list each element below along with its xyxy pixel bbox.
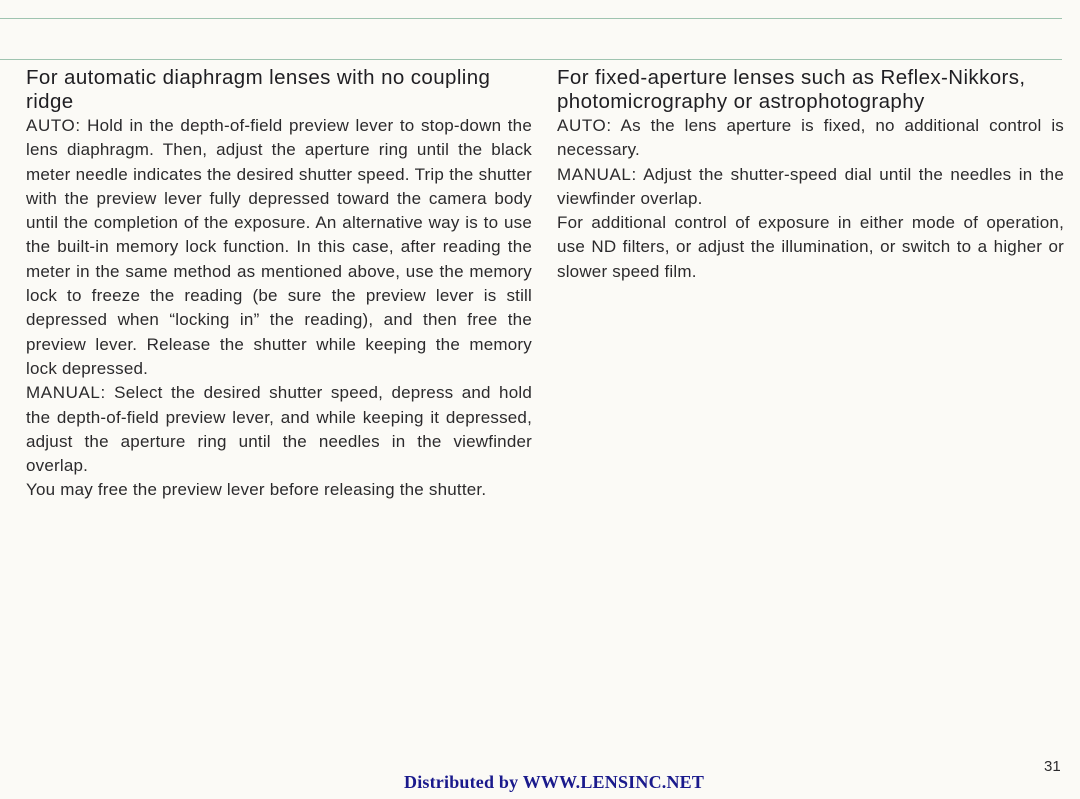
manual-lead: MANUAL: [26,383,106,403]
left-paragraph-manual [26,381,532,478]
header-rule [0,59,1062,60]
auto-text: Hold in the depth-of-field preview lever to stop-down the lens diaphragm. Then, adjust the aperture ring until the black meter needle indicates the desired shutter speed. Trip the shutter with the preview lever fully depressed toward the camera body until the completion of the exposure. An alternative way is to use the built-in memory lock function. In this case, after reading the meter in the same method as mentioned above, use the memory lock to freeze the reading (be sure the preview lever is still depressed when “locking in” the reading), and then free the preview lever. Release the shutter while keeping the memory lock depressed. [26,116,532,378]
distributor-footer: Distributed by WWW.LENSINC.NET [404,772,705,792]
left-paragraph-auto [26,114,532,381]
manual-text: Select the desired shutter speed, depress and hold the depth-of-field preview lever, and while keeping it depressed, adjust the aperture ring until the needles in the viewfinder overlap. [26,383,532,476]
left-heading: For automatic diaphragm lenses with no coupling ridge [26,66,491,113]
page-number: 31 [1044,758,1061,775]
auto-lead: AUTO: [557,116,612,135]
right-paragraph-auto [557,114,1064,163]
left-paragraph-note [26,478,532,502]
note-text: For additional control of exposure in either mode of operation, use ND filters, or adjust the illumination, or switch to a higher or slower speed film. [557,213,1064,281]
top-rule [0,18,1062,19]
right-paragraph-manual [557,163,1064,212]
right-column [557,66,1064,284]
left-column [26,66,532,503]
right-heading: For fixed-aperture lenses such as Reflex-Nikkors, photomicrography or astrophotography [557,66,1026,113]
note-text: You may free the preview lever before releasing the shutter. [26,480,487,500]
right-paragraph-note [557,211,1064,284]
auto-text: As the lens aperture is fixed, no additional control is necessary. [557,116,1064,160]
manual-text: Adjust the shutter-speed dial until the needles in the viewfinder overlap. [557,164,1064,208]
manual-lead: MANUAL: [557,164,637,184]
auto-lead: AUTO: [26,116,81,135]
